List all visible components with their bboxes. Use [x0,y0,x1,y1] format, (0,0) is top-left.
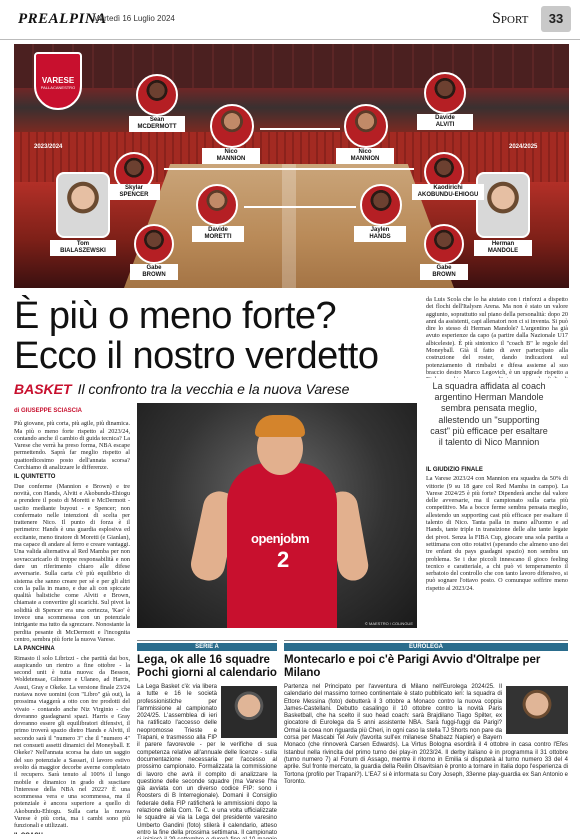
jersey-number: 2 [277,547,290,572]
byline: di GIUSEPPE SCIASCIA [14,408,83,414]
box-title: Montecarlo e poi c'è Parigi Avvio d'Oltralpe per Milano [284,654,541,679]
kicker [14,381,349,397]
subhead-quintetto: IL QUINTETTO [14,474,56,481]
page-header [0,0,580,40]
player-photo [136,74,178,116]
coach-label: Herman MANDOLE [474,240,532,256]
issue-date: Martedì 16 Luglio 2024 [93,14,175,23]
article-column-3-top [426,296,568,378]
pull-quote: La squadra affidata al coach argentino Herman Mandole sembra pensata meglio, allestendo un "supporting cast" più efficace per esaltare il talento di Nico Mannion [430,381,548,448]
paragraph-panchina: Rimasto il solo Librizzi - che partità dai box, auspicando un rientro a fine ottobre - la second unit è tutta nuova: da Besson, Woldetensae, Gilmore e Ulaneo, ad Harris, Assui, Gray e Okeke. La versione finale 23/24 ruotava nove uomini (con "Libro" già out), la prossima viaggerà a otto con tre prodotti del vivaio - contando anche Niz Virginio - che dovranno guadagnarsi spazi. Harris e Gray dovranno essere gli equilibratori difensivi, il primo troverà spazio dietro Hands e Alviti, il secondo sarà il "numero 3" che il "numero 4" nei consueti assetti dinamici del Moneyball. E Okeke? Nell'annata scorsa ha dato un saggio del suo potenziale a Sassari, il lavoro estivo svolto dà maggior decorbe averne completato il recupero. Sarà tenuto al 100% il lungo mobile e dinamico in grado di suscitare l'interesse della NBA nel 2022? È una scommessa vera e una scommessa, ma il potenziale è ancora superiore a quello di Akobundu-Ehiogu. Sulla carta la nuova Varese è più corta, ma i cambi sono più funzionali e utilizzati. [14,654,130,830]
coach-photo [476,172,530,238]
season-left: 2023/2024 [34,144,63,150]
player-photo [134,224,174,264]
headline [14,296,404,376]
logo-text: VARESE [41,76,75,85]
player-label: Sean MCDERMOTT [129,116,185,132]
player-action-photo [137,403,417,628]
paragraph-quintetto: Due conferme (Mannion e Brown) e tre novità, con Hands, Alviti e Akobundu-Ehiogu a prendere il posto di Moretti e McDermott - uscito mediante buyout - e Spencer; non confermato nelle intenzioni di scelta per trattenere Nico. Il punto di forza è il perimetro: Hands è una guardia esplosiva ed eccitante, meno tiratore di Moretti (e Gianlan), ma capace di andare al ferro e creare vantaggi. Una valida alternativa al Red Mamba per non sovraccaricarlo di troppe responsabilità e non dare un riferimento chiaro alle difese avversarie. Sulla carta c'è più equilibrio di sistema che sanno creare per sé e per gli altri con la palla in mano, e due ali con spiccate qualità balistiche come Alviti e Brown, chiamate a convertire gli scarichi. Sul pivot la solidità di Spencer era una certezza, 'Kao' è invece una scommessa con un potenziale intrigante ma tutto da sgrezzare. Nonostante la perdita pesante di McDermott e l'incognita centro, sembra più forte la nuova Varese. [14,482,130,643]
headline-line-1: È più o meno forte? [14,295,337,337]
page-number: 33 [541,6,571,32]
season-right: 2024/2025 [509,144,538,150]
box-tag: EUROLEGA [284,643,568,651]
subhead-panchina: LA PANCHINA [14,646,55,653]
player-photo [424,224,464,264]
photo-credit: © MAESTRO / COLINGUE [364,621,413,626]
gandini-photo [221,686,277,738]
box-text: Partenza nel Principato per l'avventura di Milano nell'Eurolega 2024/25. Il calendario del massimo torneo continentale è stato pubblicato ieri: la squadra di Ettore Messina (foto) debutterà il 3 ottobre a Monaco contro la nuova coppia James-Castellani. Debutto casalingo il 10 ottobre contro la novità Paris Basketball, che ha scelto il suo head coach: sarà Brajdilano Tiago Spilter, ex giocatore di Eurolega da 5 anni assistente NBA. Sarà fuggi-fuggi da Parigi? Ormai la coea non riguarda più Cheri, in ogni caso la stella TJ Shorts non pare da corsa per Mascabi Tel Aviv (favorita sull'ex milanese Shabazz Napier) e Bayern Monaco (che rinnoverà Carsen Edwards). La Virtus Bologna esordirà il 4 ottobre in casa contro l'Efes Istanbul nella rivincita del primo turno dei play-in 2023/24. Il derby italiano è in programma il 31 ottobre (turno numero 7) al Forum di Assago, mentre il ritorno in Emilia si disputerà al turno numero 33 del 4 aprile. Sul fronte mercato, la guardia della Reilin Olsavitsian è pronto a tornare in Italia dopo l'esperienza di Tortona (profilo per Trapani?). L'EA7 si è informata su Cory Joseph, 33enne play-guardia ex San Antonio e Toronto. [284,684,568,785]
subhead-giudizio: IL GIUDIZIO FINALE [426,467,483,473]
article-column-3-bottom [426,464,568,634]
article-column-1 [14,404,130,834]
box-text-wrap [284,684,568,786]
player-label: Davide ALVITI [417,114,473,130]
swap-arrow [244,206,356,208]
section-name: Sport [492,10,529,27]
subhead-coach [14,833,130,834]
paragraph-giudizio: La Varese 2023/24 con Mannion era squadra da 50% di vittorie (9 su 18 gare col Red Mamba in campo). La Varese 2024/25 è più forte? Dipenderà anche dal valore delle avversarie, ma il campionato sulla carta più competitivo. Ma a bocce ferme sembra pensata meglio, allestendo un supporting cast più efficace per esaltare il talento di Nico. Tanta palla in mano all'uomo e ad Hands, tante triple in transizione delle alte tante legate dei pivot. Senza la FIBA Cup, giocare una sola partita a settimana con otto rotativi (sperando che almeno uno dei tre enfant du pays guadagni spazio) non sembra un problema. Se i due piccoli innescano il gioco feeling tecnico e caratteriale, a chi può vi temperamento il serbatoio del controllo che con tanto lavoro difensivo, si può sognare l'ottavo posto. O comunque soffrire meno rispetto al 2023/24. [426,475,568,592]
coach-photo [56,172,110,238]
player-photo [424,72,466,114]
player-label: Gabe BROWN [130,264,178,280]
article-intro: Più giovane, più corta, più agile, più dinamica. Ma più o meno forte rispetto al 2023/24, contando anche il cambio di guida tecnica? La Varese che verrà ha preso forma, NBA escape permettendo. Saprà far meglio rispetto al quattordicesimo posto dell'annata scorsa? Cerchiamo di analizzare le differenze. [14,420,130,472]
logo-sub: PALLACANESTRO [40,85,76,90]
player-photo [344,104,388,148]
player-label: Gabe BROWN [420,264,468,280]
box-title: Lega, ok alle 16 squadre Pochi giorni al calendario [137,654,277,679]
player-label: Nico MANNION [336,148,394,164]
jersey-sponsor: openjobm [251,531,310,546]
swap-arrow [164,168,414,170]
player-label: Kaodirichi AKOBUNDU-EHIOGU [412,184,484,200]
player-photo [360,184,402,226]
sidebar-eurolega [284,640,568,832]
player-label: Skylar SPENCER [108,184,160,200]
sidebar-serie-a [137,640,277,836]
varese-logo [34,52,82,110]
kicker-text: Il confronto tra la vecchia e la nuova Varese [77,381,350,397]
swap-arrow [260,128,340,130]
player-label: Jaylen HANDS [354,226,406,242]
kicker-tag: BASKET [14,381,72,397]
headline-line-2: Ecco il nostro verdetto [14,335,379,377]
player-photo [210,104,254,148]
box-text-wrap [137,684,277,839]
player-label: Davide MORETTI [192,226,244,242]
box-tag: SERIE A [137,643,277,651]
messina-photo [506,686,568,734]
newspaper-logo: PREALPINA [18,11,107,27]
photo-hair [255,415,305,437]
roster-collage [14,44,569,288]
arena-ceiling [14,44,569,88]
player-label: Nico MANNION [202,148,260,164]
box-text: La Lega Basket c'è: via libera a tutte e 16 le società professionistiche per l'ammissione al campionato 2024/25. L'assemblea di ieri ha ratificato l'accesso delle neopromosse Trieste e Trapani, e trasmesso alla FIP il parere favorevole - per le verifiche di sua competenza relative all'annuale delle licenze - sulla documentazione necessaria per l'accesso al prossimo campionato. Formalizzata la commissione di lavoro che avrà il compito di analizzare la questione delle seconde squadre (ma Varese l'ha già avviata con un diverso codice FIP: sono i Roosters di B Interregionale). Domani il Consiglio federale della FIP ratificherà le ammissioni dopo la relazione della Com. Te C. e una volta ufficializzate le squadre ai via la Lega del presidente varesino Umberto Gandini (foto) stilerà il calendario, atteso entro la fine della prossima settimana. Il campionato [137,684,277,836]
paragraph-coach-cont: da Luis Scola che lo ha aiutato con i rinforzi a dispetto dei flochi dell'Italysm Arena. Ma non è stato un valore aggiunto, soprattutto sul piano della personalità: dopo 20 anni da assistenti, capi allenatori non ci si inventa. Si può dire lo stesso di Herman Mandole? L'argentino ha già avuto esperienze da capo (a partire dalla Nazionale U17 albiceleste). È più sintonico il "coach B" le regole del Moneyball. Già il fatto di aver partecipato alla costruzione del roster, dando indicazioni sul potenziamento di rimbalzi e difesa assieme al suo braccio destro Marco Legovich, è un upgrade rispetto a [426,296,568,376]
coach-label: Tom BIALASZEWSKI [50,240,116,256]
player-photo [196,184,238,226]
